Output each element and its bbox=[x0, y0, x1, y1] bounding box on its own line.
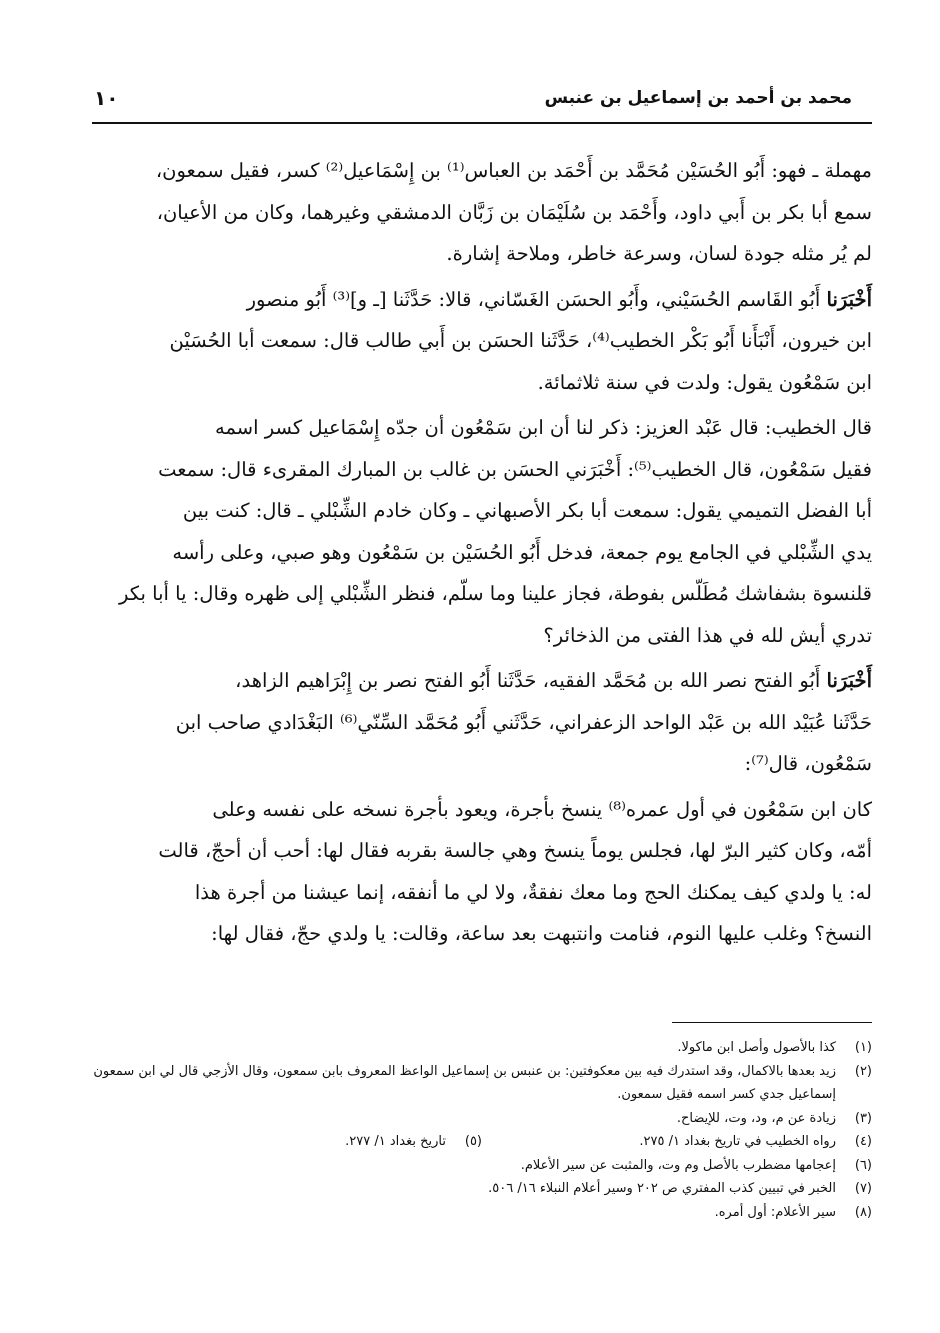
footnote-text: تاريخ بغداد ١/ ٢٧٧. bbox=[345, 1134, 446, 1149]
header-title: محمد بن أحمد بن إسماعيل بن عنبس bbox=[544, 88, 852, 108]
text-line: قال الخطيب: قال عَبْد العزيز: ذكر لنا أن ابن سَمْعُون أن جدّه إِسْمَاعيل كسر اسمه bbox=[215, 416, 872, 439]
footnote-number: (٨) bbox=[854, 1204, 872, 1220]
footnote-number: (٢) bbox=[854, 1063, 872, 1079]
text-line: فقيل سَمْعُون، قال الخطيب⁽⁵⁾: أَخْبَرَني الحسَن بن غالب بن المبارك المقرىء قال: سمعت bbox=[158, 457, 872, 481]
running-header bbox=[92, 84, 872, 124]
text-line: يدي الشِّبْلي في الجامع يوم جمعة، فدخل أَبُو الحُسَيْن بن سَمْعُون وهو صبي، وعلى رأسه bbox=[172, 540, 872, 564]
footnote-number: (١) bbox=[854, 1040, 872, 1055]
footnote-text: زيادة عن م، ود، وت، للإيضاح. bbox=[676, 1110, 836, 1126]
paragraph-keyword: أَخْبَرَنا bbox=[826, 669, 872, 692]
footnote-text: الخبر في تبيين كذب المفتري ص ٢٠٢ وسير أعلام النبلاء ١٦/ ٥٠٦. bbox=[488, 1181, 836, 1196]
text-line: كان ابن سَمْعُون في أول عمره⁽⁸⁾ ينسخ بأجرة، ويعود بأجرة نسخه على نفسه وعلى bbox=[212, 797, 872, 821]
footnote-number: (٣) bbox=[854, 1110, 872, 1126]
text-line: لم يُر مثله جودة لسان، وسرعة خاطر، وملاحة إشارة. bbox=[446, 242, 872, 265]
text-line: ابن خيرون، أَنْبَأَنا أَبُو بَكْر الخطيب⁽⁴⁾، حَدَّثَنا الحسَن بن أَبي طالب قال: سمعت أبا الحُسَيْن bbox=[169, 329, 872, 352]
text-line: النسخ؟ وغلب عليها النوم، فنامت وانتبهت بعد ساعة، وقالت: يا ولدي حجّ، فقال لها: bbox=[211, 922, 872, 945]
paragraph-1 bbox=[92, 150, 872, 275]
footnote-row bbox=[92, 1130, 872, 1154]
footnote-text: زيد بعدها بالاكمال، وقد استدرك فيه بين معكوفتين: بن عنبس بن إسماعيل الواعظ المعروف بابن سمعون، وقال الأزجي قال لي ابن سمعون إسماعيل جدي كسر اسمه فقيل سمعون. bbox=[93, 1063, 836, 1102]
footnote-text: كذا بالأصول وأصل ابن ماكولا. bbox=[677, 1040, 836, 1055]
text-line: أمّه، وكان كثير البرّ لها، فجلس يوماً ينسخ وهي جالسة بقربه فقال لها: أحب أن أحجّ، قالت bbox=[158, 839, 872, 862]
text-line: قلنسوة بشفاشك مُطَلّس بفوطة، فجاز علينا وما سلّم، فنظر الشِّبْلي إلى ظهره وقال: يا أبا بكر bbox=[119, 582, 872, 605]
text-span: أَبُو الفتح نصر الله بن مُحَمَّد الفقيه، حَدَّثَنا أَبُو الفتح نصر بن إِبْرَاهيم الزاهد، bbox=[235, 669, 827, 692]
paragraph-2 bbox=[92, 279, 872, 404]
footnote-3 bbox=[92, 1107, 872, 1131]
main-text bbox=[92, 150, 872, 959]
footnote-text: إعجامها مضطرب بالأصل وم وت، والمثبت عن سير الأعلام. bbox=[520, 1157, 836, 1173]
paragraph-3 bbox=[92, 407, 872, 656]
footnote-divider bbox=[672, 1022, 872, 1023]
footnote-7 bbox=[92, 1177, 872, 1201]
footnote-4 bbox=[482, 1130, 872, 1154]
text-span: أَبُو القَاسم الحُسَيْني، وأَبُو الحسَن الغَسّاني، قالا: حَدَّثَنا [ـ و]⁽³⁾ أَبُو منصور bbox=[246, 287, 827, 311]
footnote-number: (٧) bbox=[854, 1181, 872, 1196]
text-line: له: يا ولدي كيف يمكنك الحج وما معك نفقةٌ، ولا لي ما أنفقه، إنما عيشنا من أجرة هذا bbox=[194, 880, 872, 904]
paragraph-keyword: أَخْبَرَنا bbox=[826, 287, 872, 311]
footnote-6 bbox=[92, 1154, 872, 1178]
paragraph-5 bbox=[92, 789, 872, 955]
text-line bbox=[92, 660, 872, 702]
footnote-2 bbox=[92, 1060, 872, 1107]
text-line: مهملة ـ فهو: أَبُو الحُسَيْن مُحَمَّد بن أَحْمَد بن العباس⁽¹⁾ بن إِسْمَاعيل⁽²⁾ كسر، فقيل سمعون، bbox=[155, 159, 872, 182]
footnote-5 bbox=[92, 1130, 482, 1154]
page-number: ١٠ bbox=[94, 86, 119, 110]
footnotes bbox=[92, 1036, 872, 1224]
paragraph-4 bbox=[92, 660, 872, 785]
footnote-number: (٦) bbox=[854, 1157, 872, 1173]
text-line: سَمْعُون، قال⁽⁷⁾: bbox=[744, 752, 872, 775]
footnote-number: (٥) bbox=[464, 1134, 482, 1149]
footnote-text: رواه الخطيب في تاريخ بغداد ١/ ٢٧٥. bbox=[639, 1134, 836, 1149]
text-line: أبا الفضل التميمي يقول: سمعت أبا بكر الأصبهاني ـ وكان خادم الشِّبْلي ـ قال: كنت بين bbox=[182, 499, 872, 522]
text-line bbox=[92, 279, 872, 321]
footnote-number: (٤) bbox=[854, 1134, 872, 1149]
text-line: سمع أبا بكر بن أَبي داود، وأَحْمَد بن سُلَيْمَان بن زَبَّان الدمشقي وغيرهما، وكان من الأعيان، bbox=[156, 200, 872, 224]
footnote-text: سير الأعلام: أول أمره. bbox=[714, 1204, 836, 1220]
text-line: تدري أيش لله في هذا الفتى من الذخائر؟ bbox=[543, 623, 872, 647]
text-line: ابن سَمْعُون يقول: ولدت في سنة ثلاثمائة. bbox=[537, 370, 872, 394]
text-line: حَدَّثَنا عُبَيْد الله بن عَبْد الواحد الزعفراني، حَدَّثَني أَبُو مُحَمَّد السِّنّي⁽⁶⁾ البَغْدَادي صاحب ابن bbox=[175, 710, 872, 734]
footnote-8 bbox=[92, 1201, 872, 1225]
footnote-1 bbox=[92, 1036, 872, 1060]
